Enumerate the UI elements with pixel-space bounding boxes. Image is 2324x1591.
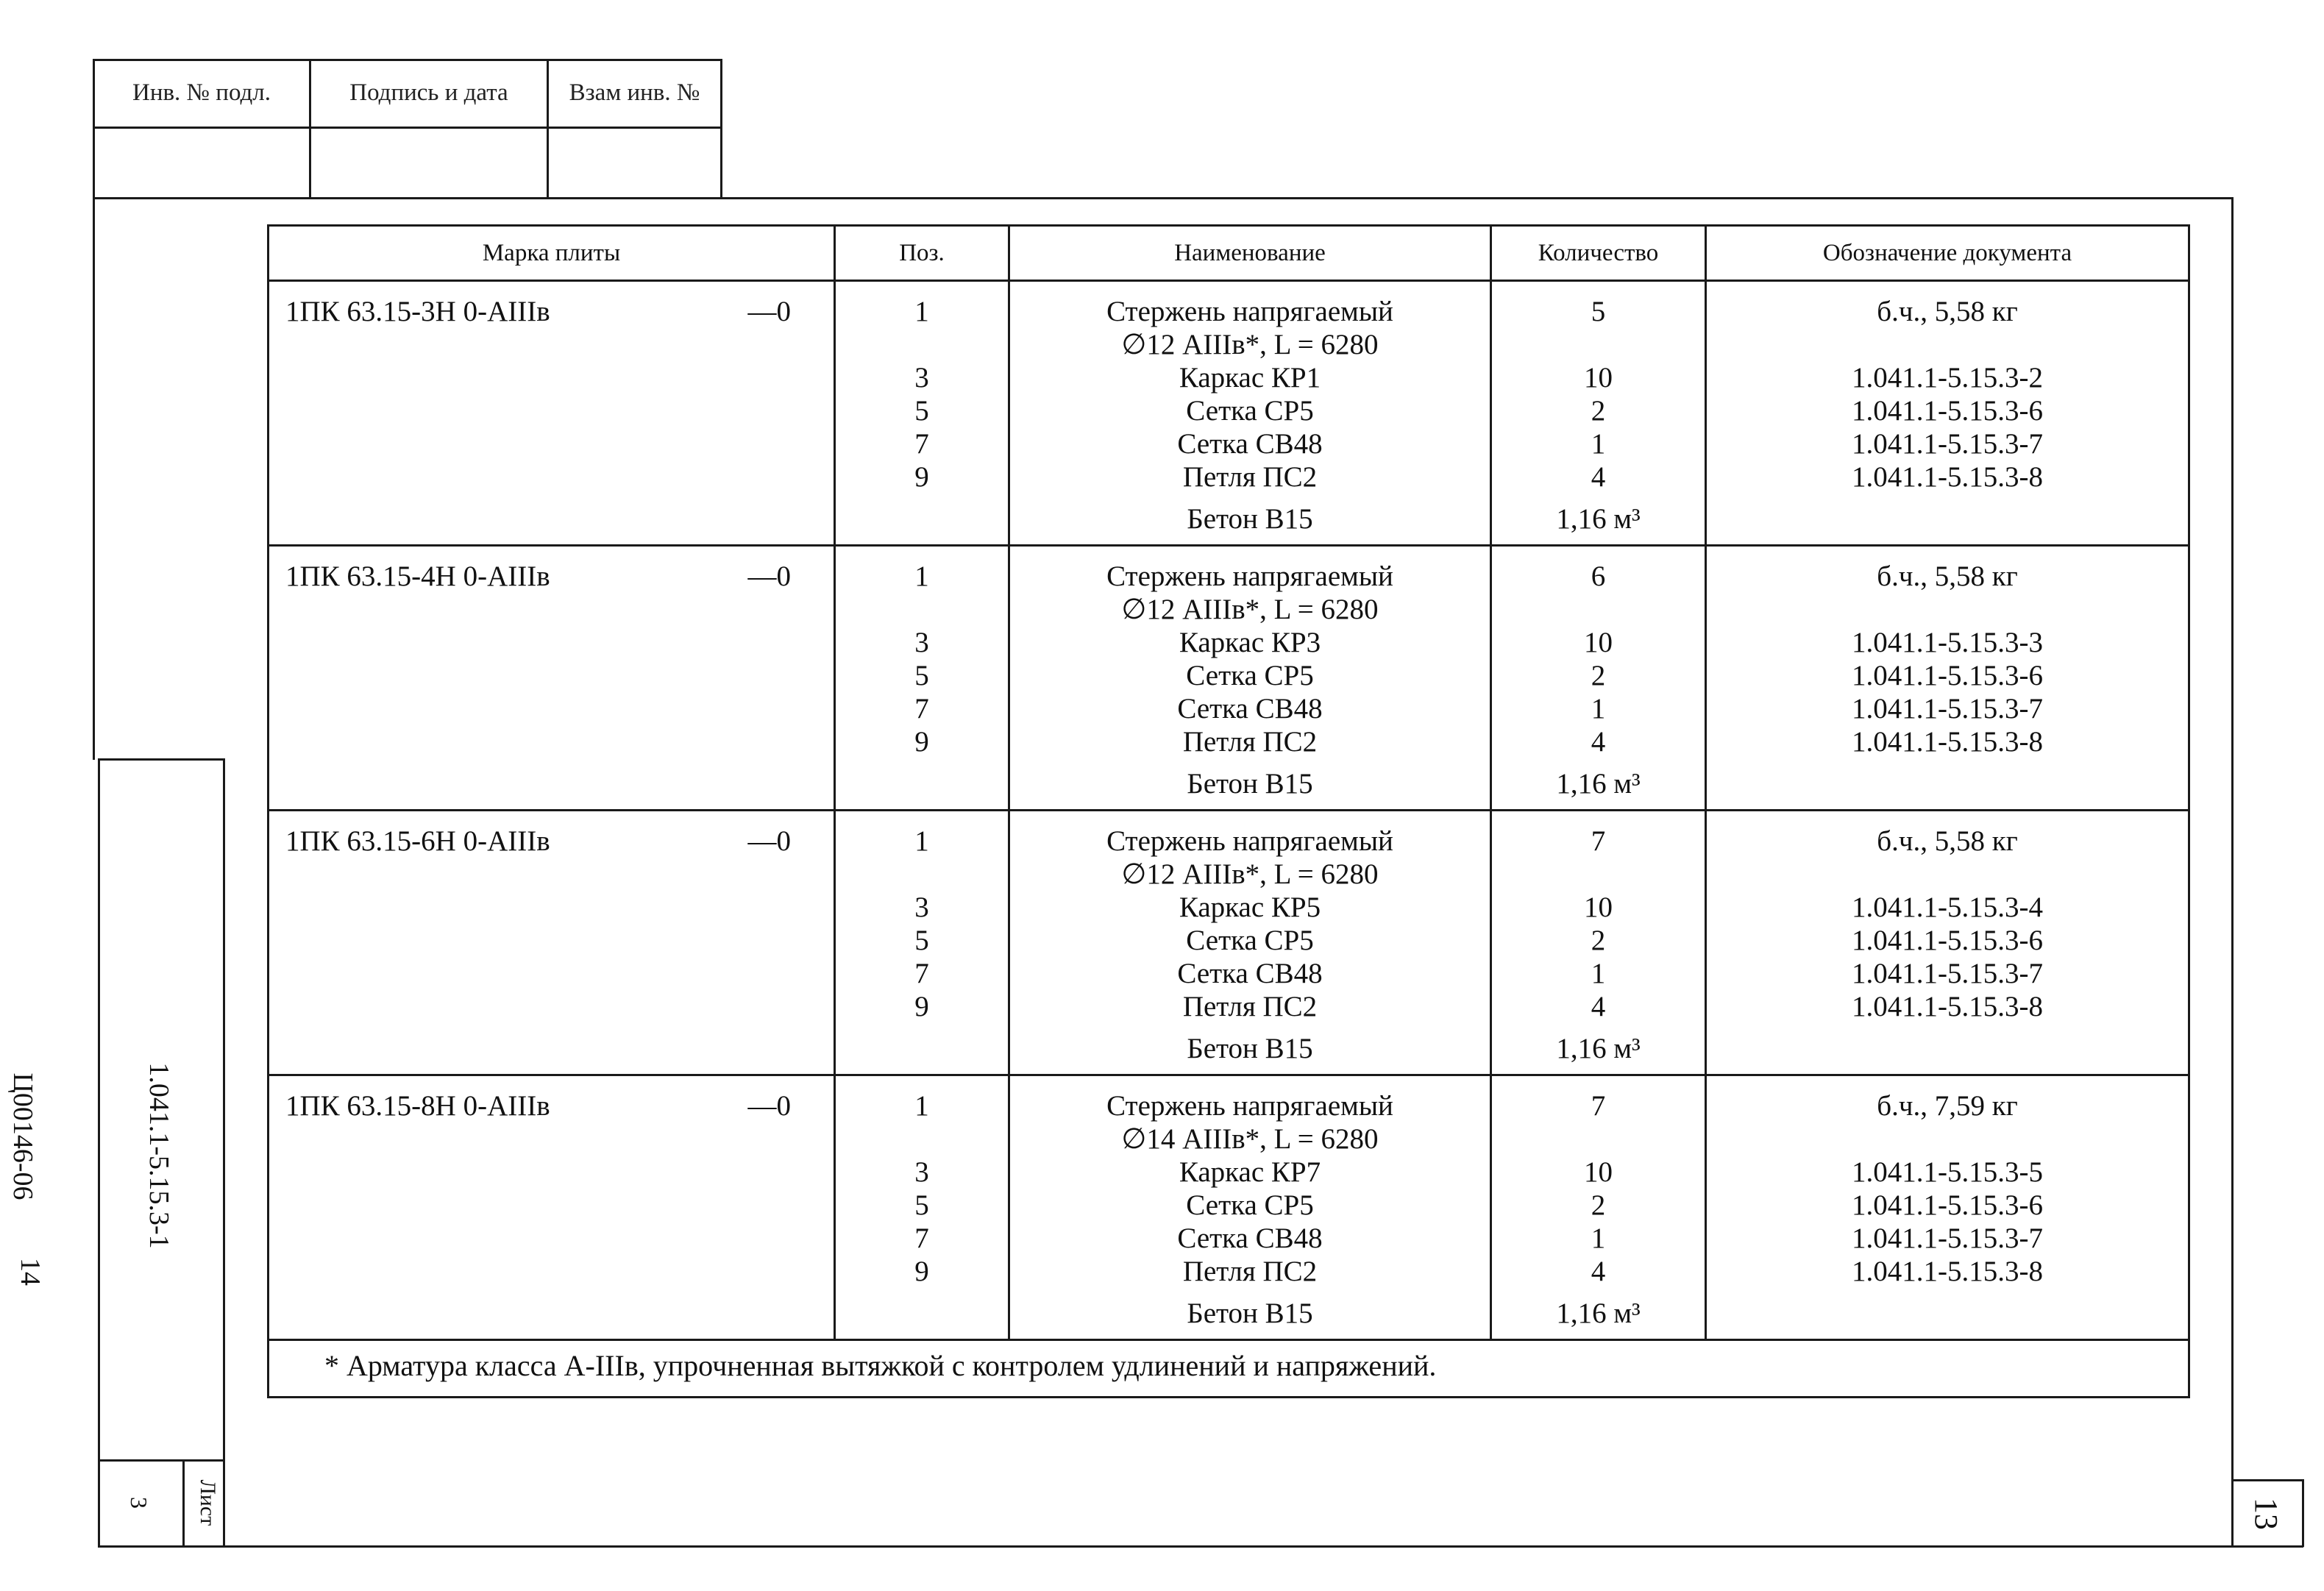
item-document: 1.041.1-5.15.3-6 xyxy=(1852,1189,2043,1221)
item-quantity: 2 xyxy=(1591,395,1606,427)
position-number: 3 xyxy=(914,1156,929,1188)
stamp-header-replace: Взам инв. № xyxy=(569,79,700,106)
item-document xyxy=(1707,328,2188,361)
position-number: 3 xyxy=(914,362,929,394)
item-document: 1.041.1-5.15.3-8 xyxy=(1852,991,2043,1022)
position-number: 1 xyxy=(914,560,929,592)
position-number: 7 xyxy=(914,958,929,989)
item-name: Каркас КР7 xyxy=(1179,1156,1321,1188)
specification-table xyxy=(267,224,2190,1398)
item-document xyxy=(1707,593,2188,626)
item-quantity xyxy=(1492,593,1705,626)
col-header-mark: Марка плиты xyxy=(269,226,835,281)
table-row xyxy=(269,811,2189,1075)
item-document: 1.041.1-5.15.3-8 xyxy=(1852,461,2043,493)
slab-mark-suffix: —0 xyxy=(747,560,791,592)
position-number: 5 xyxy=(914,1189,929,1221)
item-quantity: 4 xyxy=(1591,1256,1606,1287)
item-document: 1.041.1-5.15.3-6 xyxy=(1852,395,2043,427)
item-quantity: 2 xyxy=(1591,660,1606,691)
page-number: 13 xyxy=(2248,1498,2284,1530)
item-document: 1.041.1-5.15.3-7 xyxy=(1852,1222,2043,1254)
position-number: 9 xyxy=(914,461,929,493)
item-name: Бетон В15 xyxy=(1187,503,1313,535)
series-code-vertical: 1.041.1-5.15.3-1 xyxy=(143,1062,174,1249)
position-number: 1 xyxy=(914,825,929,857)
item-name: Стержень напрягаемый xyxy=(1106,560,1393,592)
position-number: 9 xyxy=(914,726,929,758)
col-header-qty: Количество xyxy=(1491,226,1706,281)
item-name: Стержень напрягаемый xyxy=(1106,1090,1393,1122)
item-name: Стержень напрягаемый xyxy=(1106,825,1393,857)
stamp-header-signature: Подпись и дата xyxy=(349,79,508,106)
position-number xyxy=(836,328,1008,361)
item-quantity: 1,16 м³ xyxy=(1556,768,1641,800)
position-number xyxy=(836,858,1008,891)
position-number: 1 xyxy=(914,296,929,327)
item-name: Бетон В15 xyxy=(1187,768,1313,800)
item-name: Стержень напрягаемый xyxy=(1106,296,1393,327)
item-quantity: 10 xyxy=(1584,891,1613,923)
slab-mark: 1ПК 63.15-3Н 0-АIIIв xyxy=(285,296,550,327)
footnote: * Арматура класса А-IIIв, упрочненная вытяжкой с контролем удлинений и напряжений. xyxy=(269,1340,2189,1398)
item-quantity: 10 xyxy=(1584,1156,1613,1188)
item-document: 1.041.1-5.15.3-3 xyxy=(1852,627,2043,658)
item-document: 1.041.1-5.15.3-4 xyxy=(1852,891,2043,923)
item-name: Сетка СР5 xyxy=(1186,660,1314,691)
position-number xyxy=(836,593,1008,626)
item-name: ∅12 АIIIв*, L = 6280 xyxy=(1121,594,1379,625)
item-document: б.ч., 5,58 кг xyxy=(1877,825,2018,857)
item-document: 1.041.1-5.15.3-8 xyxy=(1852,726,2043,758)
item-document xyxy=(1707,1122,2188,1156)
item-document: 1.041.1-5.15.3-7 xyxy=(1852,693,2043,725)
item-document: 1.041.1-5.15.3-6 xyxy=(1852,925,2043,956)
slab-mark: 1ПК 63.15-6Н 0-АIIIв xyxy=(285,825,550,857)
col-header-name: Наименование xyxy=(1009,226,1491,281)
table-row xyxy=(269,1075,2189,1340)
item-name: Петля ПС2 xyxy=(1182,461,1318,493)
item-name: Бетон В15 xyxy=(1187,1033,1313,1064)
item-quantity: 4 xyxy=(1591,726,1606,758)
archive-code-vertical: Ц00146-06 xyxy=(7,1072,38,1200)
sheet-number-vertical: 3 xyxy=(126,1497,152,1509)
item-document: 1.041.1-5.15.3-2 xyxy=(1852,362,2043,394)
position-number: 7 xyxy=(914,693,929,725)
position-number: 5 xyxy=(914,660,929,691)
position-number: 7 xyxy=(914,1222,929,1254)
item-name: ∅14 АIIIв*, L = 6280 xyxy=(1121,1123,1379,1155)
item-quantity: 4 xyxy=(1591,461,1606,493)
item-quantity: 1 xyxy=(1591,958,1606,989)
position-number: 5 xyxy=(914,925,929,956)
item-document: б.ч., 5,58 кг xyxy=(1877,560,2018,592)
col-header-doc: Обозначение документа xyxy=(1706,226,2189,281)
item-name: Сетка СР5 xyxy=(1186,1189,1314,1221)
item-quantity: 5 xyxy=(1591,296,1606,327)
slab-mark-suffix: —0 xyxy=(747,296,791,327)
item-document: б.ч., 7,59 кг xyxy=(1877,1090,2018,1122)
item-name: ∅12 АIIIв*, L = 6280 xyxy=(1121,858,1379,890)
item-quantity: 1 xyxy=(1591,428,1606,460)
position-number: 5 xyxy=(914,395,929,427)
position-number: 3 xyxy=(914,891,929,923)
slab-mark: 1ПК 63.15-4Н 0-АIIIв xyxy=(285,560,550,592)
position-number xyxy=(836,1122,1008,1156)
item-name: Сетка СВ48 xyxy=(1177,428,1323,460)
position-number: 9 xyxy=(914,1256,929,1287)
item-quantity xyxy=(1492,328,1705,361)
item-name: Петля ПС2 xyxy=(1182,991,1318,1022)
item-name: Каркас КР3 xyxy=(1179,627,1321,658)
item-name: Каркас КР5 xyxy=(1179,891,1321,923)
table-row xyxy=(269,546,2189,811)
slab-mark: 1ПК 63.15-8Н 0-АIIIв xyxy=(285,1090,550,1122)
table-row xyxy=(269,281,2189,546)
item-quantity: 1,16 м³ xyxy=(1556,503,1641,535)
item-name: Сетка СР5 xyxy=(1186,925,1314,956)
item-quantity xyxy=(1492,858,1705,891)
item-quantity: 1 xyxy=(1591,693,1606,725)
item-quantity: 1,16 м³ xyxy=(1556,1033,1641,1064)
item-quantity: 1 xyxy=(1591,1222,1606,1254)
item-document: 1.041.1-5.15.3-7 xyxy=(1852,958,2043,989)
item-name: Петля ПС2 xyxy=(1182,1256,1318,1287)
item-name: Бетон В15 xyxy=(1187,1298,1313,1329)
sheet-label-vertical: Лист xyxy=(196,1479,220,1526)
item-name: ∅12 АIIIв*, L = 6280 xyxy=(1121,329,1379,360)
item-name: Сетка СВ48 xyxy=(1177,1222,1323,1254)
item-name: Петля ПС2 xyxy=(1182,726,1318,758)
item-quantity: 2 xyxy=(1591,925,1606,956)
item-name: Каркас КР1 xyxy=(1179,362,1321,394)
position-number: 1 xyxy=(914,1090,929,1122)
col-header-pos: Поз. xyxy=(835,226,1009,281)
item-quantity: 7 xyxy=(1591,1090,1606,1122)
item-name: Сетка СВ48 xyxy=(1177,693,1323,725)
item-document: 1.041.1-5.15.3-8 xyxy=(1852,1256,2043,1287)
table-header-row xyxy=(269,226,2189,281)
stamp-header-inv: Инв. № подл. xyxy=(132,79,271,106)
item-quantity: 1,16 м³ xyxy=(1556,1298,1641,1329)
position-number: 7 xyxy=(914,428,929,460)
item-document xyxy=(1707,858,2188,891)
footnote-row xyxy=(269,1340,2189,1398)
item-quantity: 10 xyxy=(1584,362,1613,394)
item-quantity: 6 xyxy=(1591,560,1606,592)
item-quantity: 7 xyxy=(1591,825,1606,857)
item-name: Сетка СР5 xyxy=(1186,395,1314,427)
slab-mark-suffix: —0 xyxy=(747,825,791,857)
position-number: 3 xyxy=(914,627,929,658)
archive-page-vertical: 14 xyxy=(15,1258,46,1286)
item-document: 1.041.1-5.15.3-7 xyxy=(1852,428,2043,460)
item-quantity: 4 xyxy=(1591,991,1606,1022)
item-document: б.ч., 5,58 кг xyxy=(1877,296,2018,327)
item-document: 1.041.1-5.15.3-6 xyxy=(1852,660,2043,691)
item-quantity xyxy=(1492,1122,1705,1156)
item-quantity: 10 xyxy=(1584,627,1613,658)
item-document: 1.041.1-5.15.3-5 xyxy=(1852,1156,2043,1188)
item-quantity: 2 xyxy=(1591,1189,1606,1221)
item-name: Сетка СВ48 xyxy=(1177,958,1323,989)
position-number: 9 xyxy=(914,991,929,1022)
slab-mark-suffix: —0 xyxy=(747,1090,791,1122)
